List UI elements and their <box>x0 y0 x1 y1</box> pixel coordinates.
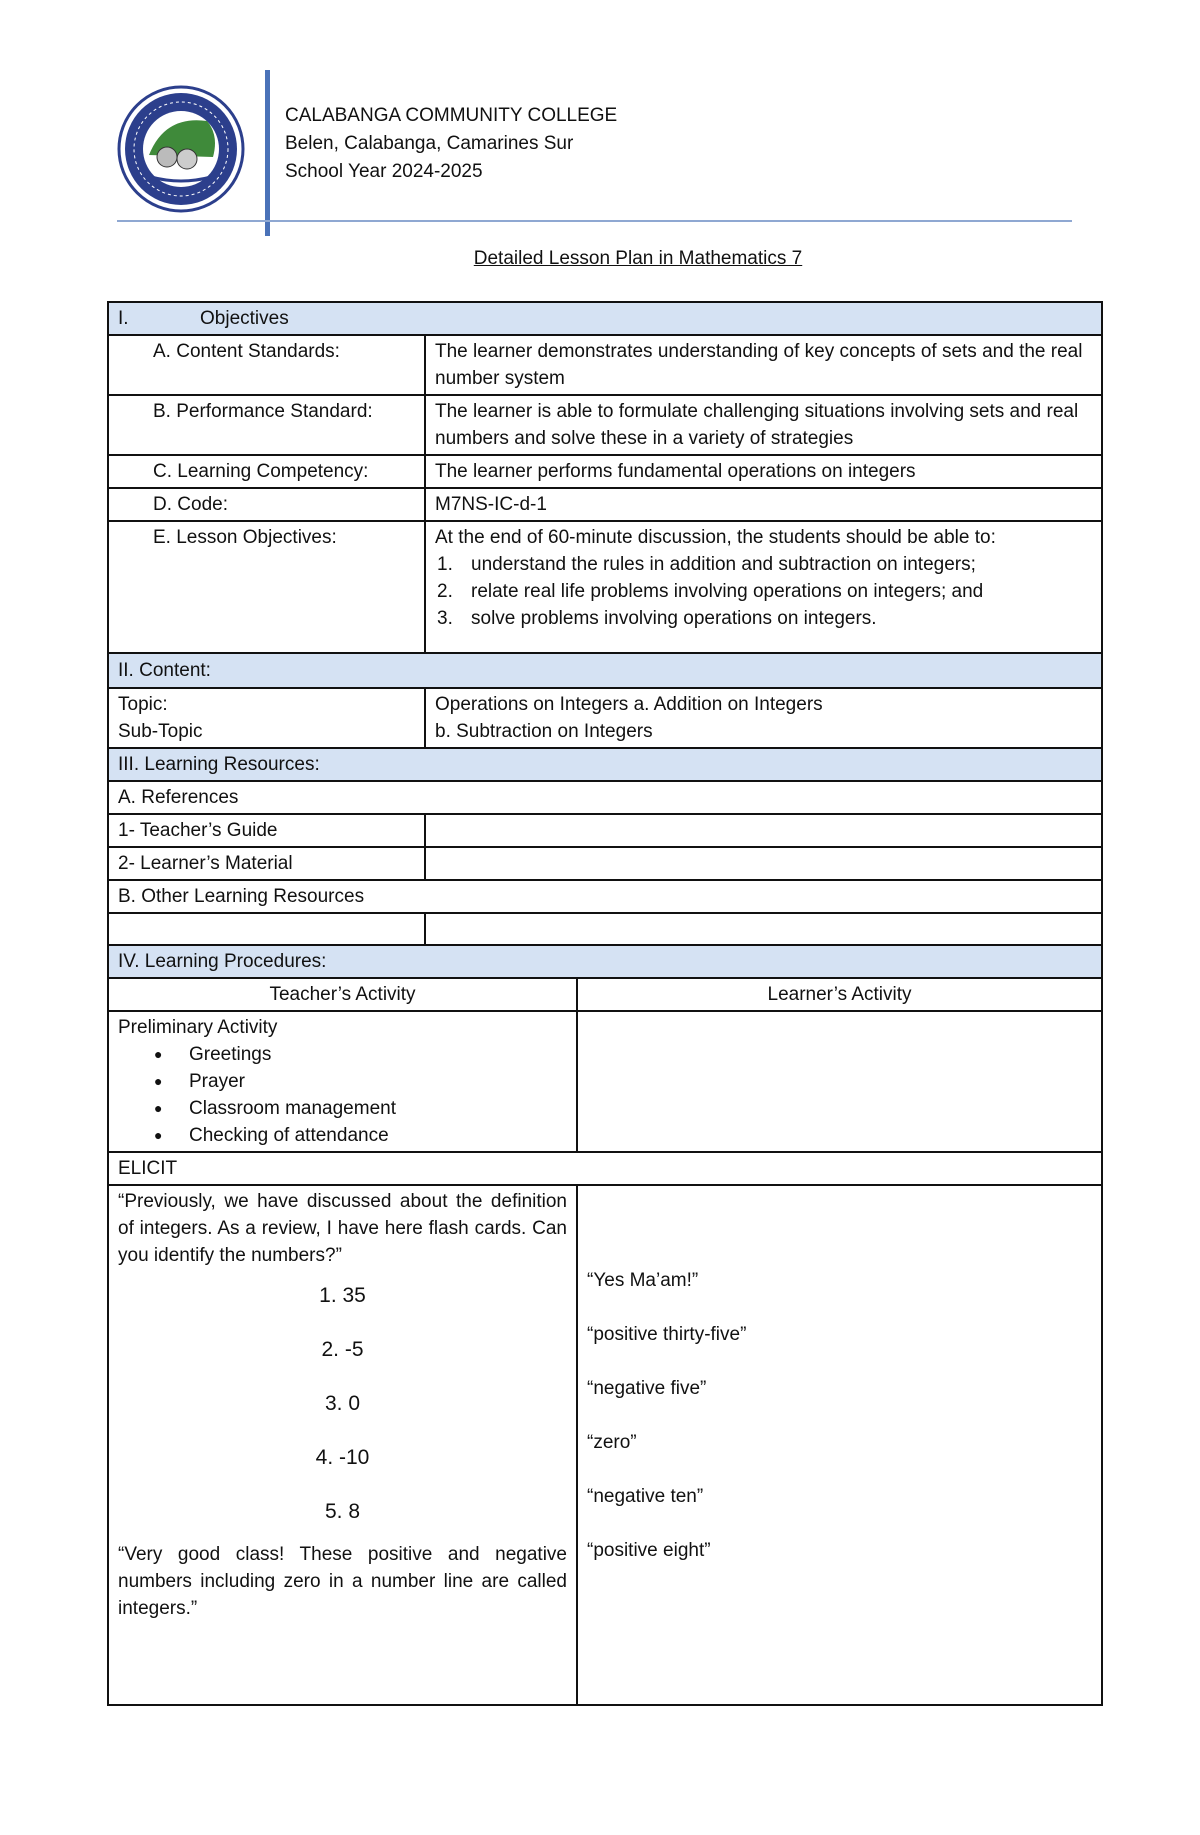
resources-heading-row <box>108 748 1102 781</box>
procedures-heading: IV. Learning Procedures: <box>108 945 1102 978</box>
flash-card-item: 1. 35 <box>319 1284 366 1307</box>
lesson-objectives-row <box>108 521 1102 653</box>
references-label: A. References <box>108 781 1102 814</box>
learners-material-row <box>108 847 1102 880</box>
flash-card-list <box>118 1269 567 1539</box>
school-year: School Year 2024-2025 <box>285 161 483 182</box>
preliminary-activity-row <box>108 1011 1102 1152</box>
learners-material-value <box>425 847 1102 880</box>
learners-material-label: 2- Learner’s Material <box>108 847 425 880</box>
list-item: ● Prayer <box>154 1071 245 1092</box>
performance-standard-label: B. Performance Standard: <box>108 395 425 455</box>
flash-card-item: 5. 8 <box>324 1500 361 1523</box>
other-resources-label: B. Other Learning Resources <box>108 880 1102 913</box>
elicit-learner-cell <box>577 1185 1102 1705</box>
topic-row <box>108 688 1102 748</box>
lesson-objectives-intro: At the end of 60-minute discussion, the students should be able to: <box>435 527 996 548</box>
objectives-heading-row <box>108 302 1102 335</box>
topic-values-cell <box>425 688 1102 748</box>
elicit-intro-text: “Previously, we have discussed about the definition of integers. As a review, I have here flash cards. Can you identify the numbers?” <box>118 1191 567 1266</box>
procedures-column-headers <box>108 978 1102 1011</box>
college-address: Belen, Calabanga, Camarines Sur <box>285 133 574 154</box>
code-row <box>108 488 1102 521</box>
content-heading-row <box>108 653 1102 688</box>
college-info <box>285 102 617 186</box>
blank-resource-row <box>108 913 1102 945</box>
objectives-heading: Objectives <box>200 308 289 329</box>
teachers-guide-row <box>108 814 1102 847</box>
lesson-objectives-cell <box>425 521 1102 653</box>
performance-standard-row <box>108 395 1102 455</box>
lesson-plan-table <box>107 301 1103 1706</box>
preliminary-learner-cell <box>577 1011 1102 1152</box>
list-item: ● Checking of attendance <box>154 1125 389 1146</box>
subtopic-label: Sub-Topic <box>118 721 203 742</box>
list-item: 2. relate real life problems involving operations on integers; and <box>437 581 984 602</box>
college-name: CALABANGA COMMUNITY COLLEGE <box>285 105 618 126</box>
blank-resource-value <box>425 913 1102 945</box>
learner-response: “positive eight” <box>587 1540 711 1561</box>
list-item: 3. solve problems involving operations on integers. <box>437 608 877 629</box>
topic-labels-cell <box>108 688 425 748</box>
flash-card-item: 2. -5 <box>321 1338 364 1361</box>
elicit-content-row <box>108 1185 1102 1705</box>
header-divider <box>117 220 1072 222</box>
lesson-objectives-list <box>435 551 1092 632</box>
teachers-guide-label: 1- Teacher’s Guide <box>108 814 425 847</box>
learning-competency-value: The learner performs fundamental operations on integers <box>425 455 1102 488</box>
elicit-closing-text: “Very good class! These positive and negative numbers including zero in a number line are called integers.” <box>118 1544 567 1619</box>
lesson-plan-title: Detailed Lesson Plan in Mathematics 7 <box>473 248 803 269</box>
elicit-heading: ELICIT <box>108 1152 1102 1185</box>
learner-response: “negative ten” <box>587 1486 704 1507</box>
header-accent-bar <box>265 70 270 236</box>
content-standards-label: A. Content Standards: <box>108 335 425 395</box>
learning-competency-label: C. Learning Competency: <box>108 455 425 488</box>
code-label: D. Code: <box>108 488 425 521</box>
preliminary-activity-cell <box>108 1011 577 1152</box>
flash-card-item: 4. -10 <box>315 1446 370 1469</box>
other-resources-row <box>108 880 1102 913</box>
learner-response: “positive thirty-five” <box>587 1324 747 1345</box>
learning-competency-row <box>108 455 1102 488</box>
resources-heading: III. Learning Resources: <box>108 748 1102 781</box>
teachers-guide-value <box>425 814 1102 847</box>
elicit-teacher-cell <box>108 1185 577 1705</box>
list-item: ● Classroom management <box>154 1098 396 1119</box>
elicit-heading-row <box>108 1152 1102 1185</box>
preliminary-activity-label: Preliminary Activity <box>118 1017 278 1038</box>
learner-activity-header: Learner’s Activity <box>577 978 1102 1011</box>
learner-response-list <box>587 1254 1092 1578</box>
list-item: ● Greetings <box>154 1044 272 1065</box>
references-row <box>108 781 1102 814</box>
preliminary-list <box>118 1041 567 1149</box>
content-standards-row <box>108 335 1102 395</box>
blank-resource-label <box>108 913 425 945</box>
procedures-heading-row <box>108 945 1102 978</box>
learner-response: “zero” <box>587 1432 637 1453</box>
performance-standard-value: The learner is able to formulate challenging situations involving sets and real numbers and solve these in a variety of strategies <box>425 395 1102 455</box>
content-heading: II. Content: <box>108 653 1102 688</box>
topic-label: Topic: <box>118 694 168 715</box>
code-value: M7NS-IC-d-1 <box>425 488 1102 521</box>
topic-value: Operations on Integers a. Addition on Integers <box>435 694 823 715</box>
content-standards-value: The learner demonstrates understanding of key concepts of sets and the real number system <box>425 335 1102 395</box>
learner-response: “negative five” <box>587 1378 707 1399</box>
college-seal-logo <box>115 85 247 213</box>
teacher-activity-header: Teacher’s Activity <box>108 978 577 1011</box>
document-header <box>0 0 1200 240</box>
section-roman-numeral: I. <box>118 308 129 329</box>
lesson-objectives-label: E. Lesson Objectives: <box>108 521 425 653</box>
subtopic-value: b. Subtraction on Integers <box>435 721 653 742</box>
flash-card-item: 3. 0 <box>324 1392 361 1415</box>
list-item: 1. understand the rules in addition and subtraction on integers; <box>437 554 976 575</box>
learner-response: “Yes Ma’am!” <box>587 1270 699 1291</box>
